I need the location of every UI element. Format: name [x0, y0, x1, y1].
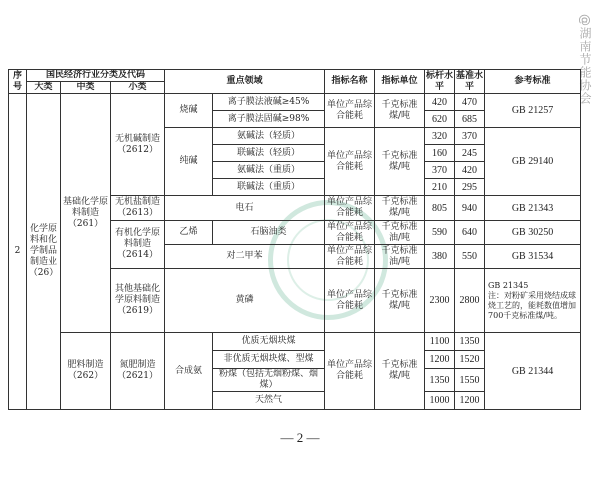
minor-inorganic-salt: 无机盐制造（2613） — [111, 196, 165, 221]
header-key-field: 重点领域 — [165, 70, 325, 94]
reference-cell: GB 30250 — [485, 221, 581, 245]
field-cell: 对二甲苯 — [165, 245, 325, 269]
reference-cell: GB 31534 — [485, 245, 581, 269]
header-indicator-unit: 指标单位 — [375, 70, 425, 94]
baseline-cell: 370 — [455, 128, 485, 145]
reference-cell: GB 21344 — [485, 333, 581, 410]
field-cell: 天然气 — [213, 392, 325, 410]
minor-nitrogen: 氮肥制造（2621） — [111, 333, 165, 410]
indicator-name-cell: 单位产品综合能耗 — [325, 333, 375, 410]
benchmark-cell: 420 — [425, 94, 455, 111]
field-cell: 氨碱法（重质） — [213, 162, 325, 179]
indicator-name-cell: 单位产品综合能耗 — [325, 269, 375, 333]
field-ethylene: 乙烯 — [165, 221, 213, 245]
field-cell: 联碱法（重质） — [213, 179, 325, 196]
table-row — [9, 333, 581, 351]
reference-cell: GB 29140 — [485, 128, 581, 196]
field-ammonia: 合成氨 — [165, 333, 213, 410]
baseline-cell: 1350 — [455, 333, 485, 351]
benchmark-cell: 370 — [425, 162, 455, 179]
energy-standards-table — [8, 69, 581, 410]
benchmark-cell: 320 — [425, 128, 455, 145]
indicator-unit-cell: 千克标准油/吨 — [375, 221, 425, 245]
indicator-name-cell: 单位产品综合能耗 — [325, 196, 375, 221]
page-number: — 2 — — [280, 430, 320, 445]
medium-fertilizer: 肥料制造（262） — [61, 333, 111, 410]
baseline-cell: 1200 — [455, 392, 485, 410]
major-cell: 化学原料和化学制品制造业（26） — [27, 94, 61, 410]
header-baseline: 基准水平 — [456, 70, 484, 92]
header-industry-classification: 国民经济行业分类及代码 — [27, 70, 165, 82]
minor-organic: 有机化学原料制造（2614） — [111, 221, 165, 269]
baseline-cell: 940 — [455, 196, 485, 221]
field-cell: 联碱法（轻质） — [213, 145, 325, 162]
minor-other-basic: 其他基础化学原料制造（2619） — [111, 269, 165, 333]
baseline-cell: 420 — [455, 162, 485, 179]
indicator-name-cell: 单位产品综合能耗 — [325, 221, 375, 245]
benchmark-cell: 1100 — [425, 333, 455, 351]
header-indicator-name: 指标名称 — [325, 70, 375, 94]
benchmark-cell: 590 — [425, 221, 455, 245]
reference-cell: GB 21343 — [485, 196, 581, 221]
field-cell: 氨碱法（轻质） — [213, 128, 325, 145]
table-row — [9, 94, 581, 111]
benchmark-cell: 1350 — [425, 369, 455, 392]
baseline-cell: 1550 — [455, 369, 485, 392]
header-minor: 小类 — [111, 82, 165, 94]
watermark-text: @湖南节能协会 — [578, 14, 592, 105]
indicator-unit-cell: 千克标准煤/吨 — [375, 128, 425, 196]
baseline-cell: 685 — [455, 111, 485, 128]
baseline-cell: 1520 — [455, 351, 485, 369]
field-cell: 优质无烟块煤 — [213, 333, 325, 351]
benchmark-cell: 380 — [425, 245, 455, 269]
medium-basic-chem: 基础化学原料制造（261） — [61, 94, 111, 333]
seq-cell: 2 — [9, 94, 27, 410]
reference-cell: GB 21345 注：对粉矿采用烧结成球烧工艺的，能耗数值增加700千克标准煤/吨。 — [485, 269, 581, 333]
benchmark-cell: 1200 — [425, 351, 455, 369]
benchmark-cell: 210 — [425, 179, 455, 196]
baseline-cell: 295 — [455, 179, 485, 196]
header-benchmark: 标杆水平 — [426, 70, 454, 92]
field-cell: 电石 — [165, 196, 325, 221]
benchmark-cell: 1000 — [425, 392, 455, 410]
benchmark-cell: 805 — [425, 196, 455, 221]
baseline-cell: 640 — [455, 221, 485, 245]
field-soda-ash: 纯碱 — [165, 128, 213, 196]
baseline-cell: 245 — [455, 145, 485, 162]
field-cell: 石脑油类 — [213, 221, 325, 245]
indicator-unit-cell: 千克标准煤/吨 — [375, 196, 425, 221]
reference-cell: GB 21257 — [485, 94, 581, 128]
field-cell: 离子膜法固碱≥98% — [213, 111, 325, 128]
baseline-cell: 470 — [455, 94, 485, 111]
indicator-unit-cell: 千克标准煤/吨 — [375, 94, 425, 128]
baseline-cell: 2800 — [455, 269, 485, 333]
minor-inorganic-alkali: 无机碱制造（2612） — [111, 94, 165, 196]
field-cell: 离子膜法液碱≥45% — [213, 94, 325, 111]
header-medium: 中类 — [61, 82, 111, 94]
header-seq: 序号 — [9, 70, 27, 94]
baseline-cell: 550 — [455, 245, 485, 269]
indicator-name-cell: 单位产品综合能耗 — [325, 128, 375, 196]
header-reference: 参考标准 — [485, 70, 581, 94]
indicator-name-cell: 单位产品综合能耗 — [325, 245, 375, 269]
indicator-name-cell: 单位产品综合能耗 — [325, 94, 375, 128]
field-cell: 粉煤（包括无烟粉煤、烟煤） — [213, 369, 325, 392]
benchmark-cell: 2300 — [425, 269, 455, 333]
indicator-unit-cell: 千克标准煤/吨 — [375, 269, 425, 333]
benchmark-cell: 620 — [425, 111, 455, 128]
field-cell: 黄磷 — [165, 269, 325, 333]
field-caustic-soda: 烧碱 — [165, 94, 213, 128]
field-cell: 非优质无烟块煤、型煤 — [213, 351, 325, 369]
benchmark-cell: 160 — [425, 145, 455, 162]
header-major: 大类 — [27, 82, 61, 94]
indicator-unit-cell: 千克标准煤/吨 — [375, 333, 425, 410]
indicator-unit-cell: 千克标准油/吨 — [375, 245, 425, 269]
